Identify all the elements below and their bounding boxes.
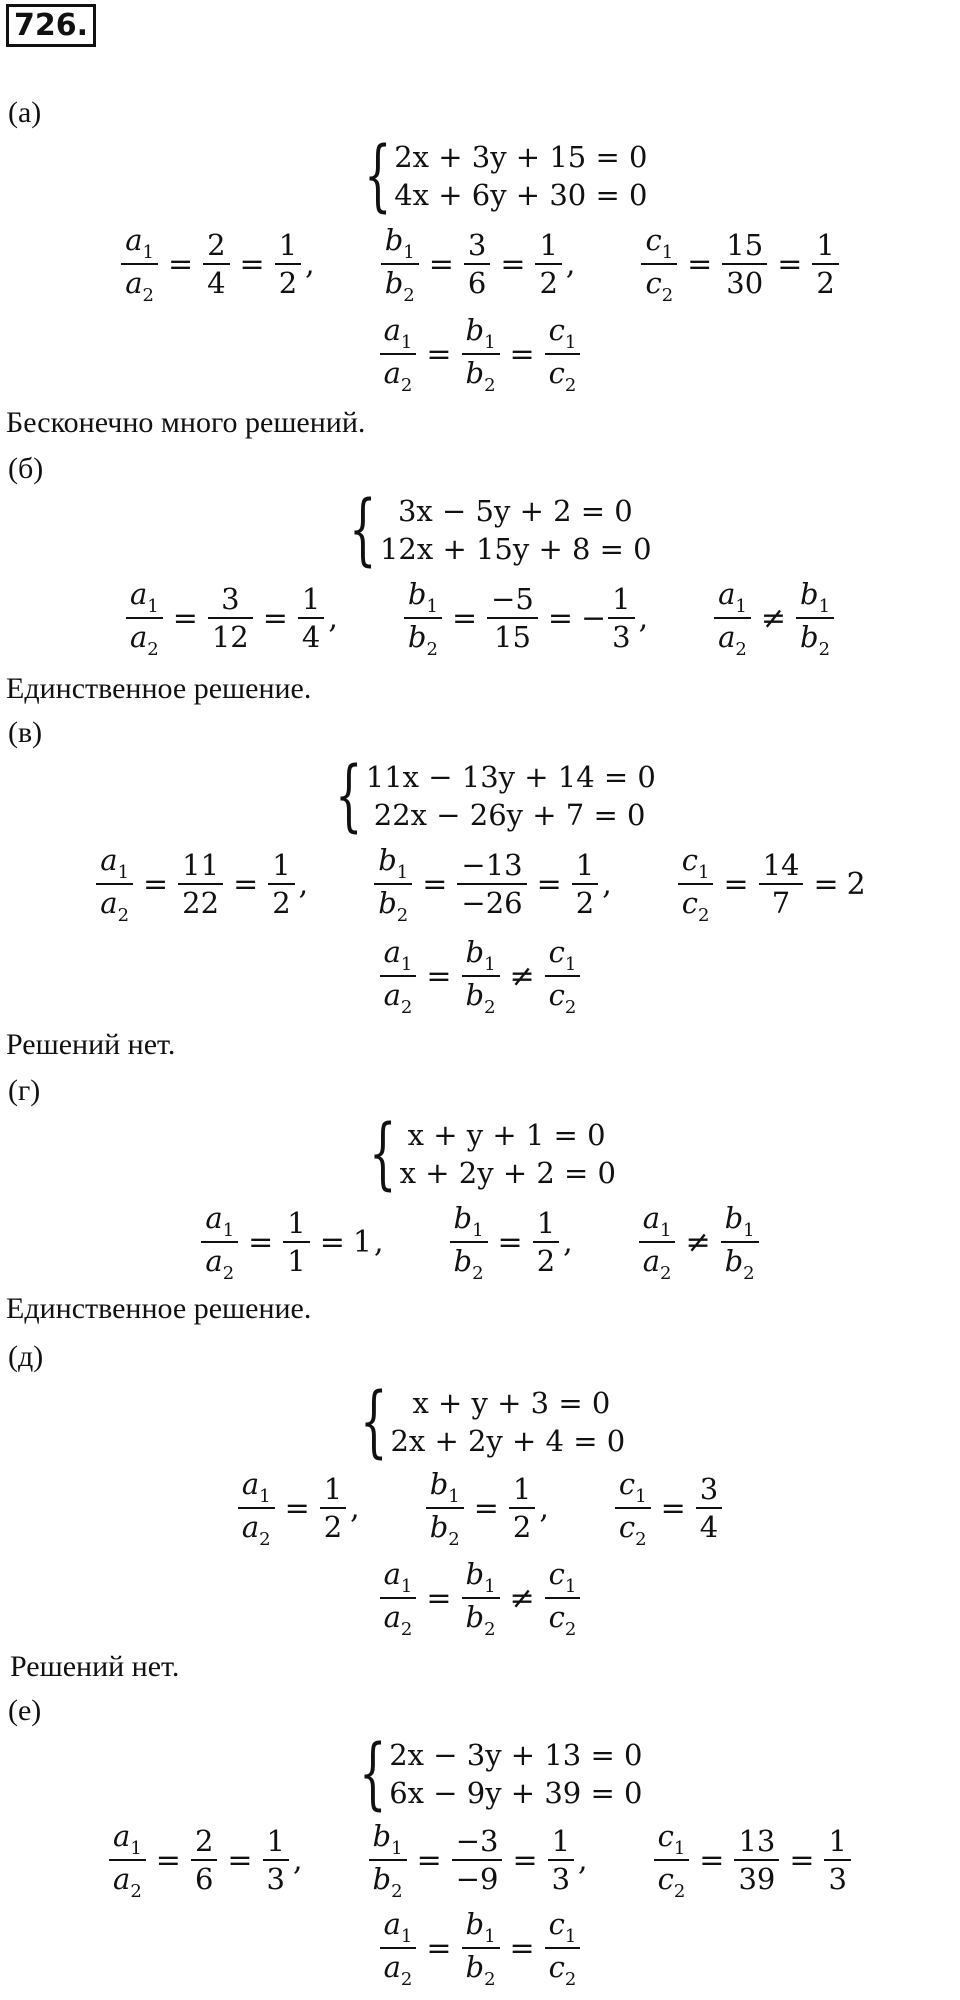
equation-2: 22x − 26y + 7 = 0 xyxy=(373,798,646,832)
equation-1: x + y + 1 = 0 xyxy=(407,1118,606,1152)
part-a-comparison: $\frac{a_1}{a_2}$ = $\frac{b_1}{b_2}$ = $\frac{c_1}{c_2}$ xyxy=(0,312,960,396)
part-d-ratios: $\frac{a_1}{a_2}$ = $\frac{1}{2}$ , $\frac{b_1}{b_2}$ = $\frac{1}{2}$ , $\frac{c_1}{c_2}$ = $\frac{3}{4}$ xyxy=(0,1466,960,1550)
equation-2: 12x + 15y + 8 = 0 xyxy=(379,532,652,566)
part-g-conclusion: Единственное решение. xyxy=(6,1292,312,1325)
equation-1: 11x − 13y + 14 = 0 xyxy=(365,760,656,794)
brace-icon: { xyxy=(369,1109,397,1199)
part-b-conclusion: Единственное решение. xyxy=(6,672,312,705)
part-d-conclusion: Решений нет. xyxy=(10,1650,180,1683)
part-a-ratios: $\frac{a_1}{a_2}$ = $\frac{2}{4}$ = $\frac{1}{2}$ , $\frac{b_1}{b_2}$ = $\frac{3}{6}$ = $\frac{1}{2}$ , $\frac{c_1}{c_2}$ = $\frac{15}{30}$ = $\frac{1}{2}$ xyxy=(0,222,960,306)
part-v-comparison: $\frac{a_1}{a_2}$ = $\frac{b_1}{b_2}$ ≠ $\frac{c_1}{c_2}$ xyxy=(0,934,960,1018)
part-b-label: (б) xyxy=(8,452,44,485)
part-g-ratios: $\frac{a_1}{a_2}$ = $\frac{1}{1}$ = 1 , $\frac{b_1}{b_2}$ = $\frac{1}{2}$ , $\frac{a_1}{a_2}$ ≠ $\frac{b_1}{b_2}$ xyxy=(0,1200,960,1284)
equation-2: 4x + 6y + 30 = 0 xyxy=(394,178,648,212)
problem-number: 726. xyxy=(6,4,96,47)
part-v-ratios: $\frac{a_1}{a_2}$ = $\frac{11}{22}$ = $\frac{1}{2}$ , $\frac{b_1}{b_2}$ = $\frac{-13}{-26}$ = $\frac{1}{2}$ , $\frac{c_1}{c_2}$ = $\frac{14}{7}$ = 2 xyxy=(0,842,960,926)
part-e-comparison: $\frac{a_1}{a_2}$ = $\frac{b_1}{b_2}$ = $\frac{c_1}{c_2}$ xyxy=(0,1906,960,1990)
part-d-comparison: $\frac{a_1}{a_2}$ = $\frac{b_1}{b_2}$ ≠ $\frac{c_1}{c_2}$ xyxy=(0,1556,960,1640)
equation-1: 2x − 3y + 13 = 0 xyxy=(389,1738,643,1772)
equation-2: x + 2y + 2 = 0 xyxy=(399,1156,616,1190)
equation-2: 2x + 2y + 4 = 0 xyxy=(390,1424,626,1458)
part-a-conclusion: Бесконечно много решений. xyxy=(6,406,366,439)
part-v-label: (в) xyxy=(8,716,43,749)
equation-1: x + y + 3 = 0 xyxy=(412,1386,611,1420)
part-e-label: (е) xyxy=(8,1694,42,1727)
part-d-system xyxy=(0,1377,960,1467)
brace-icon: { xyxy=(363,131,392,221)
part-g-system xyxy=(0,1109,960,1199)
brace-icon: { xyxy=(358,1729,387,1819)
part-e-ratios: $\frac{a_1}{a_2}$ = $\frac{2}{6}$ = $\frac{1}{3}$ , $\frac{b_1}{b_2}$ = $\frac{-3}{-9}$ = $\frac{1}{3}$ , $\frac{c_1}{c_2}$ = $\frac{13}{39}$ = $\frac{1}{3}$ xyxy=(0,1818,960,1902)
part-d-label: (д) xyxy=(8,1340,44,1373)
part-a-system xyxy=(0,131,960,221)
part-b-ratios: $\frac{a_1}{a_2}$ = $\frac{3}{12}$ = $\frac{1}{4}$ , $\frac{b_1}{b_2}$ = $\frac{-5}{15}$ = − $\frac{1}{3}$ , $\frac{a_1}{a_2}$ ≠ $\frac{b_1}{b_2}$ xyxy=(0,576,960,660)
brace-icon: { xyxy=(335,751,363,841)
equation-1: 3x − 5y + 2 = 0 xyxy=(397,494,633,528)
part-e-system xyxy=(0,1729,960,1819)
part-a-label: (а) xyxy=(8,96,42,129)
equation-1: 2x + 3y + 15 = 0 xyxy=(394,140,648,174)
part-v-system xyxy=(0,751,960,841)
equation-2: 6x − 9y + 39 = 0 xyxy=(389,1776,643,1810)
part-g-label: (г) xyxy=(8,1074,41,1107)
brace-icon: { xyxy=(349,485,377,575)
part-b-system xyxy=(0,485,960,575)
brace-icon: { xyxy=(359,1377,388,1467)
part-v-conclusion: Решений нет. xyxy=(6,1028,176,1061)
